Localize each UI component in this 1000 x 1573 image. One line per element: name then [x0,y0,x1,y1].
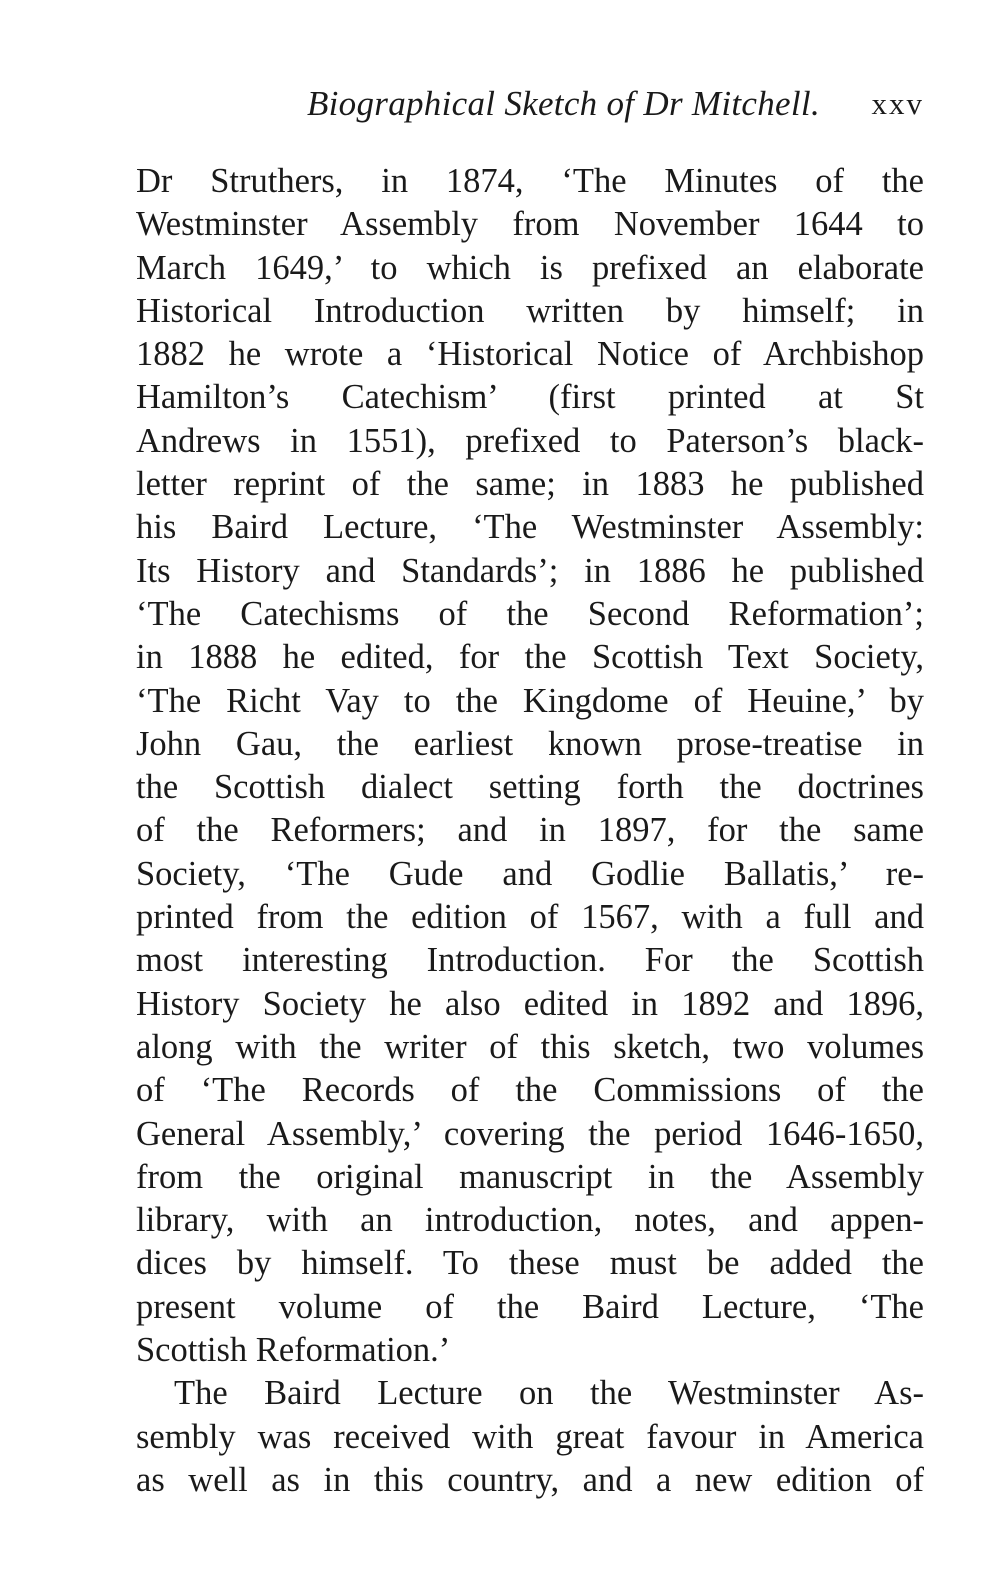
text-line: 1882 he wrote a ‘Historical Notice of Archbishop [136,335,924,374]
text-line: along with the writer of this sketch, two volumes [136,1027,924,1066]
text-line: library, with an introduction, notes, and appen- [136,1201,924,1240]
text-line: Dr Struthers, in 1874, ‘The Minutes of the [136,162,924,200]
paragraph-2 [136,1372,924,1502]
running-title: Biographical Sketch of Dr Mitchell. [306,84,820,123]
text-line: Scottish Reformation.’ [136,1331,451,1370]
text-line: Historical Introduction written by himself; in [136,291,924,330]
body-text [136,160,924,1502]
text-line: General Assembly,’ covering the period 1646-1650, [136,1114,924,1153]
text-line: Westminster Assembly from November 1644 to [136,205,924,244]
text-line: Andrews in 1551), prefixed to Paterson’s black- [136,421,924,460]
text-line: The Baird Lecture on the Westminster As- [174,1374,924,1413]
text-line: Hamilton’s Catechism’ (first printed at St [136,378,924,417]
text-line: of ‘The Records of the Commissions of the [136,1071,924,1110]
text-line: March 1649,’ to which is prefixed an elaborate [136,248,924,287]
text-line: his Baird Lecture, ‘The Westminster Assembly: [136,508,924,547]
paragraph-1 [136,160,924,1372]
text-line: dices by himself. To these must be added the [136,1244,924,1283]
running-head [136,84,924,128]
text-line: sembly was received with great favour in America [136,1417,924,1456]
text-line: ‘The Catechisms of the Second Reformation’; [136,594,924,633]
text-line: History Society he also edited in 1892 and 1896, [136,984,924,1023]
text-line: present volume of the Baird Lecture, ‘The [136,1287,924,1326]
text-line: Society, ‘The Gude and Godlie Ballatis,’ re- [136,854,924,893]
text-line: ‘The Richt Vay to the Kingdome of Heuine,’ by [136,681,924,720]
text-line: printed from the edition of 1567, with a full and [136,898,924,937]
text-line: the Scottish dialect setting forth the doctrines [136,768,924,807]
text-line: John Gau, the earliest known prose-treatise in [136,724,924,763]
text-line: of the Reformers; and in 1897, for the same [136,811,924,850]
text-line: most interesting Introduction. For the Scottish [136,941,924,980]
text-line: as well as in this country, and a new edition of [136,1460,924,1499]
text-line: letter reprint of the same; in 1883 he published [136,465,924,504]
text-line: Its History and Standards’; in 1886 he published [136,551,924,590]
page-number: xxv [871,86,924,121]
text-line: from the original manuscript in the Assembly [136,1157,924,1196]
text-line: in 1888 he edited, for the Scottish Text Society, [136,638,924,677]
